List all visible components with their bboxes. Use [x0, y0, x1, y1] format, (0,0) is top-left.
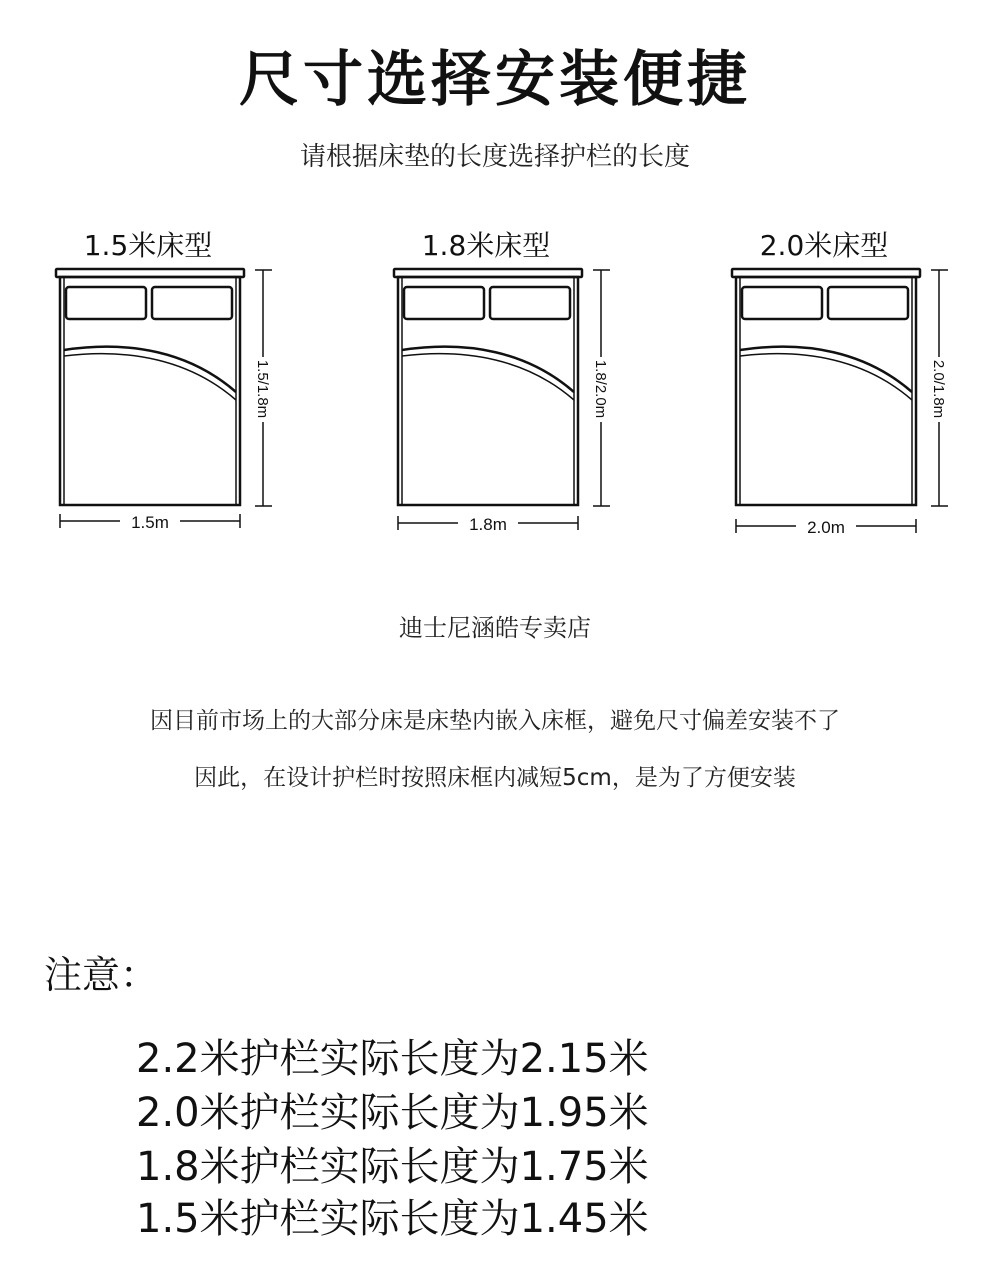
bed-length-label: 2.0/1.8m	[930, 359, 947, 419]
bed-length-label: 1.8/2.0m	[592, 359, 609, 419]
blanket-curve-inner	[64, 354, 236, 400]
length-note-2-0: 2.0米护栏实际长度为1.95米	[136, 1090, 649, 1136]
bed-label-1-5: 1.5米床型	[83, 229, 213, 262]
bed-width-label: 1.5m	[131, 513, 169, 532]
pillow-right	[152, 287, 232, 319]
bed-diagram-1-5	[40, 262, 290, 542]
bed-length-label: 1.5/1.8m	[254, 359, 271, 419]
note-line-2: 因此，在设计护栏时按照床框内减短5cm，是为了方便安装	[194, 765, 796, 791]
store-name: 迪士尼涵皓专卖店	[399, 614, 591, 642]
bed-frame	[398, 277, 578, 505]
bed-label-1-8: 1.8米床型	[421, 229, 551, 262]
bed-diagram-1-8	[378, 262, 628, 542]
note-line-1: 因目前市场上的大部分床是床垫内嵌入床框，避免尺寸偏差安装不了	[150, 708, 840, 734]
bed-width-label: 2.0m	[807, 518, 845, 537]
blanket-curve-inner	[402, 354, 574, 400]
blanket-curve-inner	[740, 354, 912, 400]
length-note-1-5: 1.5米护栏实际长度为1.45米	[136, 1196, 649, 1242]
length-note-2-2: 2.2米护栏实际长度为2.15米	[136, 1036, 649, 1082]
pillow-left	[404, 287, 484, 319]
attention-heading: 注意：	[44, 953, 159, 997]
bed-label-2-0: 2.0米床型	[759, 229, 889, 262]
pillow-right	[828, 287, 908, 319]
pillow-right	[490, 287, 570, 319]
bed-diagram-2-0	[716, 262, 966, 542]
bed-frame-inner	[402, 277, 574, 505]
bed-width-label: 1.8m	[469, 515, 507, 534]
pillow-left	[742, 287, 822, 319]
length-note-1-8: 1.8米护栏实际长度为1.75米	[136, 1144, 649, 1190]
page-subtitle: 请根据床垫的长度选择护栏的长度	[299, 142, 690, 172]
bed-frame	[60, 277, 240, 505]
bed-frame-inner	[64, 277, 236, 505]
bed-frame	[736, 277, 916, 505]
page-title: 尺寸选择安装便捷	[239, 45, 751, 115]
bed-frame-inner	[740, 277, 912, 505]
pillow-left	[66, 287, 146, 319]
